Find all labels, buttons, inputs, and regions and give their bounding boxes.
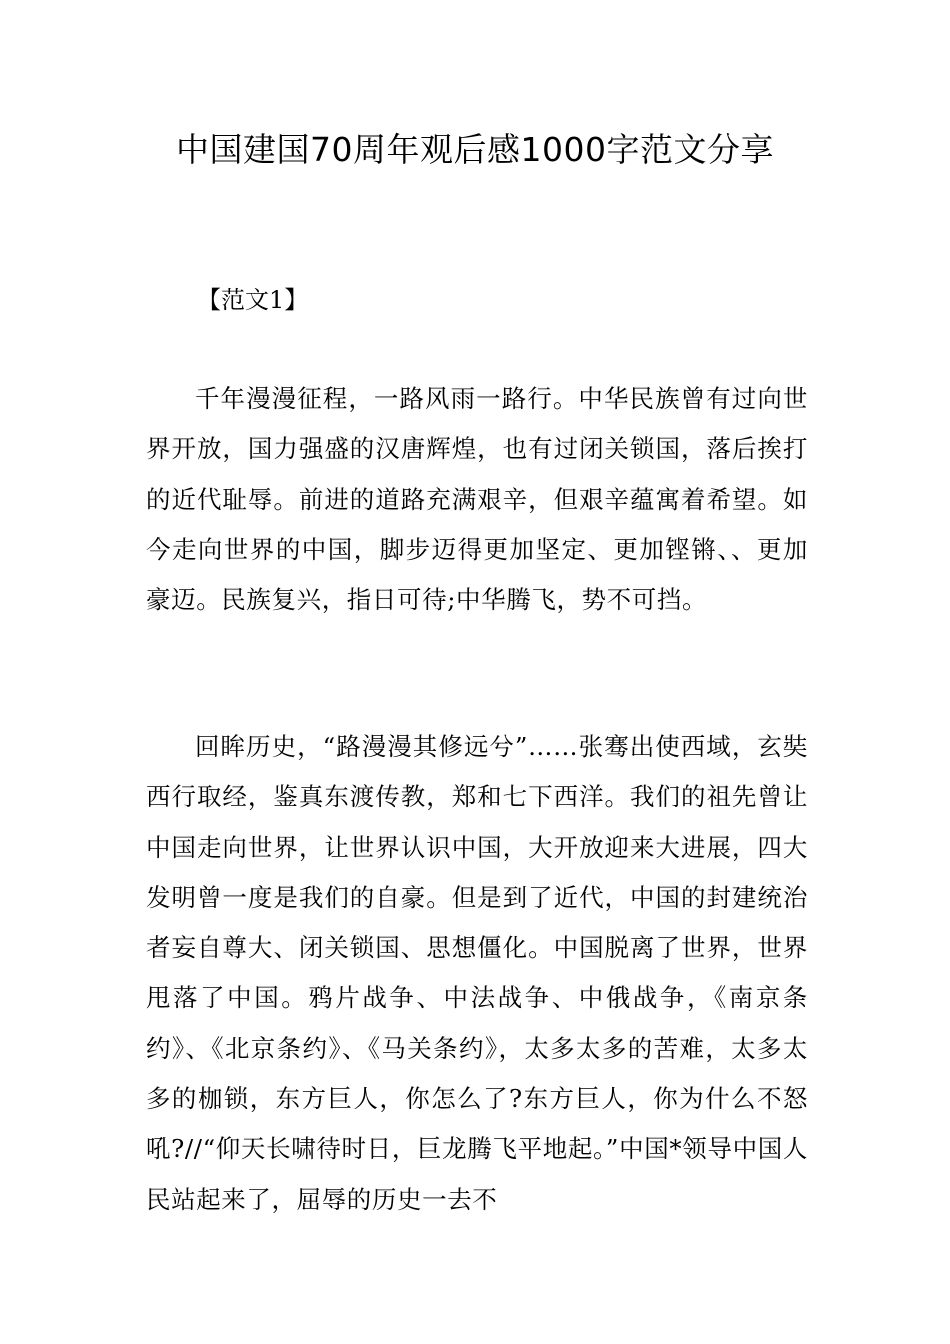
document-title: 中国建国70周年观后感1000字范文分享 xyxy=(176,130,774,169)
body-paragraph-2: 回眸历史，“路漫漫其修远兮”……张骞出使西域，玄奘西行取经，鉴真东渡传教，郑和七下西洋。我们的祖先曾让中国走向世界，让世界认识中国，大开放迎来大进展，四大发明曾一度是我们的自豪。但是到了近代，中国的封建统治者妄自尊大、闭关锁国、思想僵化。中国脱离了世界，世界甩落了中国。鸦片战争、中法战争、中俄战争，《南京条约》、《北京条约》、《马关条约》，太多太多的苦难，太多太多的枷锁，东方巨人，你怎么了?东方巨人，你为什么不怒吼?//“仰天长啸待时日，巨龙腾飞平地起。”中国*领导中国人民站起来了，屈辱的历史一去不 xyxy=(146,732,808,1214)
body-paragraph-1: 千年漫漫征程，一路风雨一路行。中华民族曾有过向世界开放，国力强盛的汉唐辉煌，也有过闭关锁国，落后挨打的近代耻辱。前进的道路充满艰辛，但艰辛蕴寓着希望。如今走向世界的中国，脚步迈得更加坚定、更加铿锵、、更加豪迈。民族复兴，指日可待;中华腾飞，势不可挡。 xyxy=(146,384,808,615)
section-label: 【范文1】 xyxy=(197,286,309,314)
